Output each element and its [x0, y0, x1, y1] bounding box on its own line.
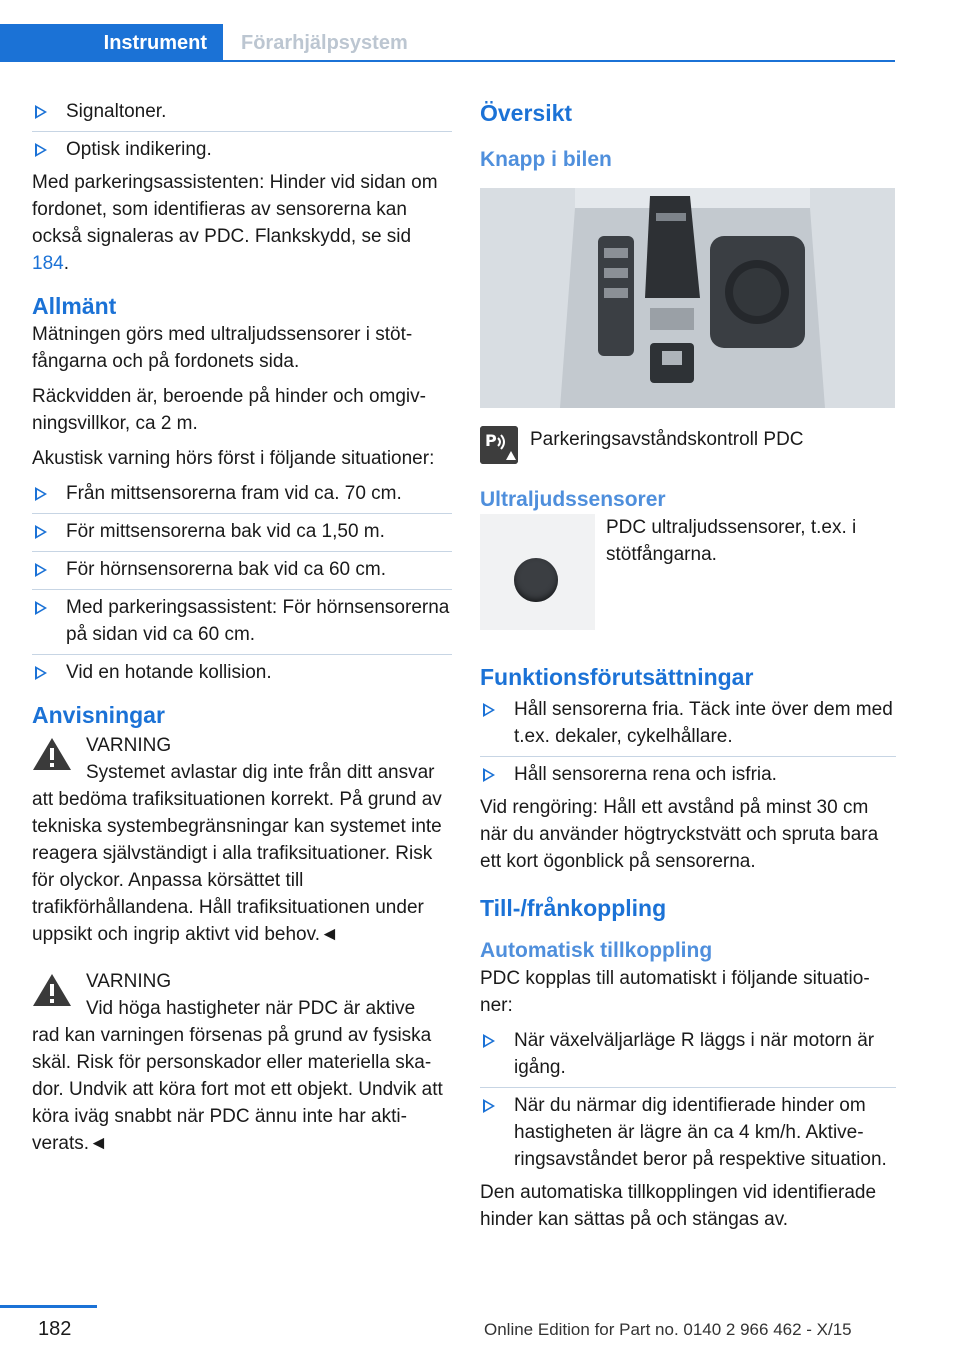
warning-line: Systemet avlastar dig inte från ditt ansvar — [86, 762, 435, 783]
ultrasonic-sensor-icon — [514, 558, 558, 602]
list-item: Signaltoner. — [32, 98, 452, 125]
sensor-text: PDC ultraljudssensorer, t.ex. i stötfångarna. — [606, 517, 857, 565]
list-item: När du närmar dig identifierade hinder om hastigheten är lägre än ca 4 km/h. Aktiveringsavståndet beror på respektive situation. — [480, 1087, 896, 1173]
list-item: Från mittsensorerna fram vid ca. 70 cm. — [32, 480, 452, 507]
list-item: För mittsensorerna bak vid ca 1,50 m. — [32, 513, 452, 545]
footer-rule — [0, 1305, 97, 1308]
sensor-row — [480, 514, 896, 634]
auto-activation-list — [480, 1027, 896, 1173]
heading-funktionsforutsattningar: Funktionsförutsättningar — [480, 664, 754, 690]
paragraph: PDC kopplas till automatiskt i följande situationer: — [480, 968, 870, 1016]
center-console-illustration — [480, 188, 895, 408]
signal-list — [32, 98, 452, 163]
pdc-label: Parkeringsavståndskontroll PDC — [530, 429, 804, 450]
bullet-triangle-icon — [35, 143, 47, 157]
list-item: Med parkeringsassistent: För hörnsensorerna på sidan vid ca 60 cm. — [32, 589, 452, 648]
page-number: 182 — [38, 1318, 72, 1340]
bullet-triangle-icon — [35, 105, 47, 119]
warning-text: att bedöma trafiksituationen korrekt. På grund av tekniska systembegränsningar kan systemet inte reagera självständigt i alla trafiksituationer. Risk för olyckor. Anpassa körsättet till trafikförhållandena. Håll trafiksituationen under uppsikt och ingrip aktivt vid behov.◄ — [32, 789, 442, 945]
paragraph: Räckvidden är, beroende på hinder och omgivningsvillkor, ca 2 m. — [32, 386, 426, 434]
tab-forarhjalpsystem[interactable]: Förarhjälpsystem — [223, 24, 895, 62]
bullet-triangle-icon — [35, 487, 47, 501]
heading-ultraljud: Ultraljudssensorer — [480, 488, 666, 511]
paragraph: Med parkeringsassistenten: Hinder vid sidan om fordonet, som identifieras av sensorerna kan också signaleras av PDC. Flankskydd, se sid 184. — [32, 172, 438, 274]
left-column — [32, 98, 452, 1165]
bullet-triangle-icon — [483, 768, 495, 782]
bullet-triangle-icon — [483, 1034, 495, 1048]
heading-till-frankoppling: Till-/frånkoppling — [480, 895, 667, 921]
sensor-image — [480, 514, 595, 630]
list-item: Optisk indikering. — [32, 131, 452, 163]
right-column — [480, 98, 896, 1241]
warning-title: VARNING — [86, 735, 172, 756]
requirements-list — [480, 696, 896, 788]
list-item: När växelväljarläge R läggs i när motorn är igång. — [480, 1027, 896, 1081]
paragraph: Den automatiska tillkopplingen vid identifierade hinder kan sättas på och stängas av. — [480, 1182, 877, 1230]
bullet-triangle-icon — [35, 525, 47, 539]
bullet-triangle-icon — [483, 1099, 495, 1113]
paragraph: Akustisk varning hörs först i följande situationer: — [32, 448, 435, 469]
heading-automatisk: Automatisk tillkoppling — [480, 939, 713, 962]
heading-knapp: Knapp i bilen — [480, 148, 612, 171]
list-item: Håll sensorerna rena och isfria. — [480, 756, 896, 788]
warning-distance-list — [32, 480, 452, 686]
bullet-triangle-icon — [35, 601, 47, 615]
center-console-photo — [480, 188, 895, 408]
heading-anvisningar: Anvisningar — [32, 702, 165, 728]
list-item: Håll sensorerna fria. Täck inte över dem med t.ex. dekaler, cykelhållare. — [480, 696, 896, 750]
warning-block-2 — [32, 968, 452, 1157]
heading-oversikt: Översikt — [480, 100, 573, 126]
pdc-button-row — [480, 426, 896, 466]
bullet-triangle-icon — [35, 563, 47, 577]
heading-allmant: Allmänt — [32, 293, 117, 319]
list-item: För hörnsensorerna bak vid ca 60 cm. — [32, 551, 452, 583]
warning-title: VARNING — [86, 971, 172, 992]
warning-line: Vid höga hastigheter när PDC är aktive — [86, 998, 416, 1019]
bullet-triangle-icon — [483, 703, 495, 717]
page-link-184[interactable]: 184 — [32, 253, 64, 274]
bullet-triangle-icon — [35, 666, 47, 680]
list-item: Vid en hotande kollision. — [32, 654, 452, 686]
svg-text:P: P — [485, 431, 497, 450]
tab-instrument[interactable]: Instrument — [0, 24, 223, 62]
paragraph: Mätningen görs med ultraljudssensorer i stötfångarna och på fordonets sida. — [32, 324, 413, 372]
warning-triangle-icon — [32, 736, 72, 772]
warning-block-1 — [32, 732, 452, 948]
paragraph: Vid rengöring: Håll ett avstånd på minst 30 cm när du använder högtryckstvätt och spruta bara ett kort ögonblick på sensorerna. — [480, 797, 879, 872]
parking-pdc-icon — [480, 426, 518, 464]
warning-triangle-icon — [32, 972, 72, 1008]
warning-text: rad kan varningen försenas på grund av fysiska skäl. Risk för personskador eller materiella skador. Undvik att köra fort mot ett objekt. Undvik att köra iväg snabbt när PDC ännu inte har aktiverats.◄ — [32, 1025, 443, 1154]
page-header — [0, 0, 960, 62]
edition-note: Online Edition for Part no. 0140 2 966 462 - X/15 — [484, 1320, 852, 1339]
